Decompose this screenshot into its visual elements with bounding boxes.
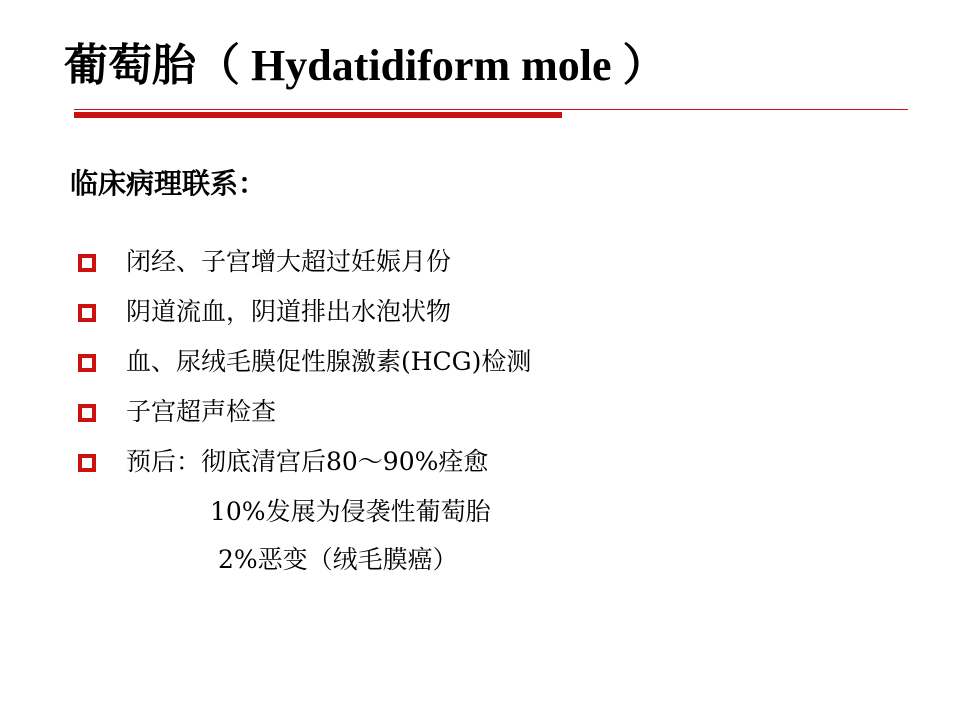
title-underline-thick [74,112,562,118]
square-outline-icon [78,404,96,422]
square-outline-icon [78,454,96,472]
bullet-text: 闭经、子宫增大超过妊娠月份 [126,247,452,276]
prognosis-continuation-line: 2%恶变（绒毛膜癌） [218,545,458,574]
square-outline-icon [78,304,96,322]
square-outline-icon [78,254,96,272]
square-outline-icon [78,354,96,372]
slide-title: 葡萄胎（ Hydatidiform mole ） [64,41,667,90]
bullet-text: 阴道流血，阴道排出水泡状物 [126,297,452,326]
title-underline-thin [74,109,908,110]
section-subheading: 临床病理联系： [70,167,267,200]
bullet-text: 子宫超声检查 [126,397,277,426]
bullet-text: 血、尿绒毛膜促性腺激素(HCG)检测 [126,347,532,376]
bullet-text: 预后：彻底清宫后80～90%痊愈 [126,447,489,476]
prognosis-continuation-line: 10%发展为侵袭性葡萄胎 [210,497,491,526]
